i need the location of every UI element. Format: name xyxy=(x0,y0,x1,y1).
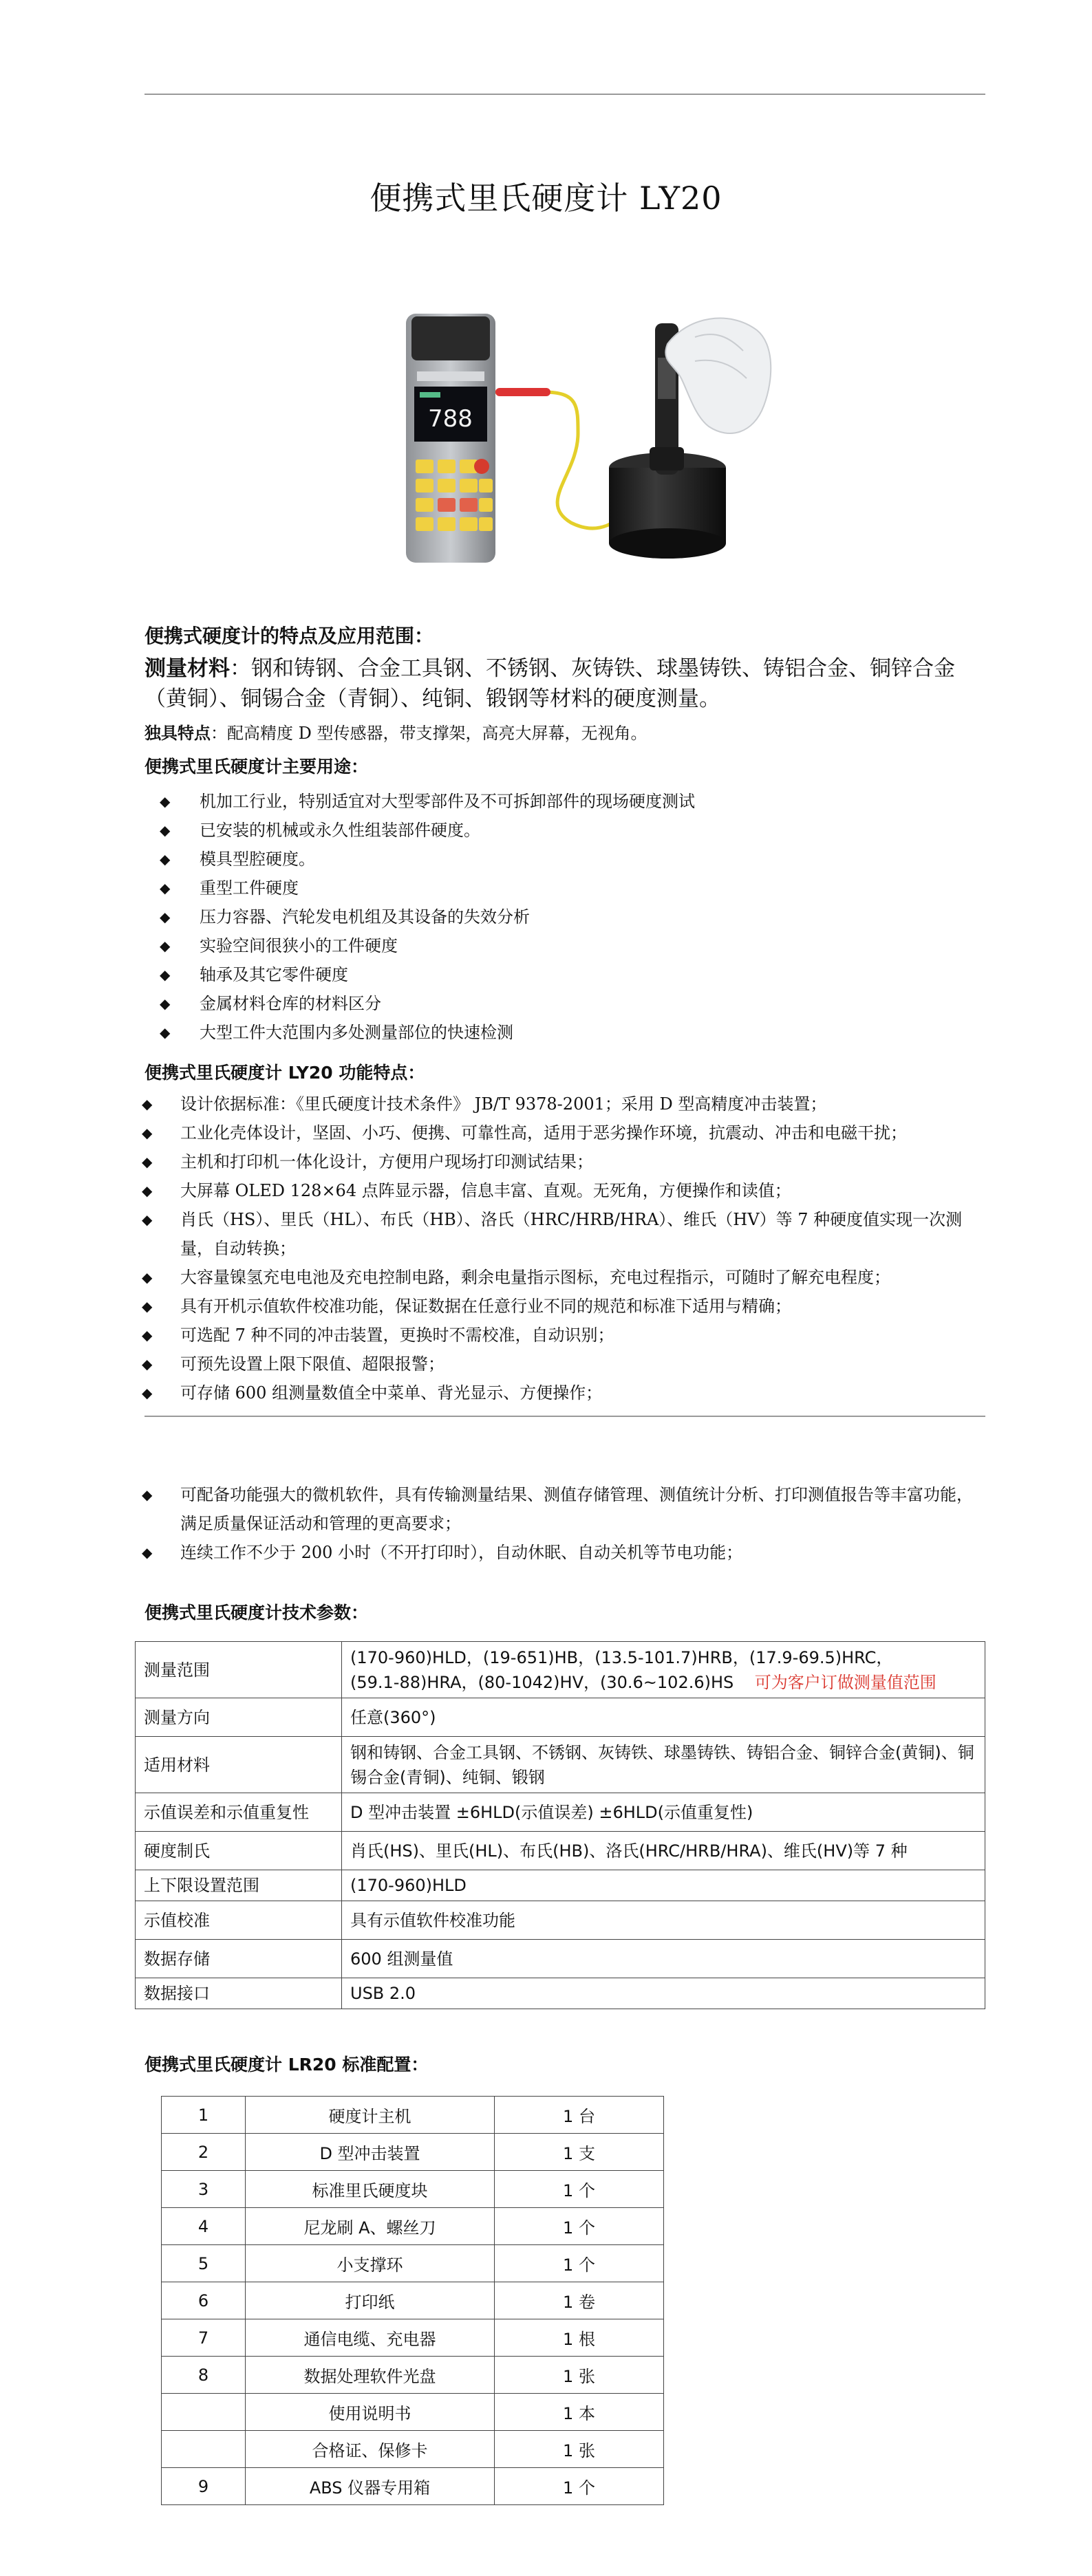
table-row: 9 ABS 仪器专用箱 1 个 xyxy=(162,2468,664,2505)
table-row: 适用材料 钢和铸钢、合金工具钢、不锈钢、灰铸铁、球墨铸铁、铸铝合金、铜锌合金(黄铜)、铜锡合金(青铜)、纯铜、锻钢 xyxy=(136,1737,985,1793)
table-row: 2 D 型冲击装置 1 支 xyxy=(162,2134,664,2171)
product-photo xyxy=(372,296,778,571)
materials-paragraph xyxy=(144,653,985,714)
list-item: ◆ 轴承及其它零件硬度 xyxy=(160,960,972,989)
table-row: 6 打印纸 1 卷 xyxy=(162,2282,664,2319)
diamond-bullet-icon: ◆ xyxy=(142,1182,153,1199)
config-heading: 便携式里氏硬度计 LR20 标准配置： xyxy=(144,2055,429,2075)
diamond-bullet-icon: ◆ xyxy=(160,909,171,925)
diamond-bullet-icon: ◆ xyxy=(142,1125,153,1141)
list-item: ◆ 金属材料仓库的材料区分 xyxy=(160,989,972,1018)
top-rule xyxy=(144,94,985,95)
list-item: ◆ 可选配 7 种不同的冲击装置，更换时不需校准，自动识别； xyxy=(142,1321,985,1350)
unique-text: ：配高精度 D 型传感器，带支撑架，高亮大屏幕，无视角。 xyxy=(211,724,647,743)
list-item: ◆ 实验空间很狭小的工件硬度 xyxy=(160,931,972,960)
table-row: 测量方向 任意(360°) xyxy=(136,1698,985,1737)
section-rule xyxy=(144,1416,985,1417)
table-row: 3 标准里氏硬度块 1 个 xyxy=(162,2171,664,2208)
diamond-bullet-icon: ◆ xyxy=(160,938,171,954)
diamond-bullet-icon: ◆ xyxy=(142,1096,153,1112)
table-row: 1 硬度计主机 1 台 xyxy=(162,2097,664,2134)
diamond-bullet-icon: ◆ xyxy=(142,1211,153,1228)
table-row: 4 尼龙刷 A、螺丝刀 1 个 xyxy=(162,2208,664,2245)
table-row: 8 数据处理软件光盘 1 张 xyxy=(162,2357,664,2394)
list-item: ◆ 大屏幕 OLED 128×64 点阵显示器，信息丰富、直观。无死角，方便操作和读值； xyxy=(142,1176,985,1205)
func-heading: 便携式里氏硬度计 LY20 功能特点： xyxy=(144,1063,425,1083)
diamond-bullet-icon: ◆ xyxy=(160,966,171,983)
list-item: ◆ 主机和打印机一体化设计，方便用户现场打印测试结果； xyxy=(142,1147,985,1176)
unique-label: 独具特点 xyxy=(144,724,211,743)
table-row: 数据接口 USB 2.0 xyxy=(136,1978,985,2009)
diamond-bullet-icon: ◆ xyxy=(142,1269,153,1286)
uses-list xyxy=(160,787,972,1047)
list-item: ◆ 可预先设置上限下限值、超限报警； xyxy=(142,1350,985,1378)
list-item: ◆ 已安装的机械或永久性组装部件硬度。 xyxy=(160,816,972,845)
table-row: 示值误差和示值重复性 D 型冲击装置 ±6HLD(示值误差) ±6HLD(示值重复性) xyxy=(136,1793,985,1832)
page-title: 便携式里氏硬度计 LY20 xyxy=(370,180,722,217)
printer-head xyxy=(411,316,490,360)
materials-label: 测量材料 xyxy=(144,656,230,681)
diamond-bullet-icon: ◆ xyxy=(160,1024,171,1041)
diamond-bullet-icon: ◆ xyxy=(142,1385,153,1401)
diamond-bullet-icon: ◆ xyxy=(142,1486,153,1503)
list-item: ◆ 机加工行业，特别适宜对大型零部件及不可拆卸部件的现场硬度测试 xyxy=(160,787,972,816)
list-item: ◆ 可配备功能强大的微机软件，具有传输测量结果、测值存储管理、测值统计分析、打印测值报告等丰富功能，满足质量保证活动和管理的更高要求； xyxy=(142,1480,985,1538)
table-row: 5 小支撑环 1 个 xyxy=(162,2245,664,2282)
unique-paragraph xyxy=(144,721,985,746)
diamond-bullet-icon: ◆ xyxy=(160,880,171,896)
list-item: ◆ 工业化壳体设计，坚固、小巧、便携、可靠性高，适用于恶劣操作环境，抗震动、冲击和电磁干扰； xyxy=(142,1118,985,1147)
table-row: 数据存储 600 组测量值 xyxy=(136,1940,985,1978)
list-item: ◆ 压力容器、汽轮发电机组及其设备的失效分析 xyxy=(160,902,972,931)
materials-text: ：钢和铸钢、合金工具钢、不锈钢、灰铸铁、球墨铸铁、铸铝合金、铜锌合金（黄铜）、铜锡合金（青铜）、纯铜、锻钢等材料的硬度测量。 xyxy=(144,656,955,711)
spec-table xyxy=(135,1641,985,2009)
table-row: 示值校准 具有示值软件校准功能 xyxy=(136,1901,985,1940)
config-table xyxy=(161,2096,664,2505)
features-heading: 便携式硬度计的特点及应用范围： xyxy=(144,625,434,647)
diamond-bullet-icon: ◆ xyxy=(160,793,171,810)
table-row: 测量范围 (170-960)HLD，(19-651)HB，(13.5-101.7)HRB，(17.9-69.5)HRC， (59.1-88)HRA，(80-1042)HV，(30.6~102.6)HS 可为客户订做测量值范围 xyxy=(136,1642,985,1698)
table-row: 合格证、保修卡 1 张 xyxy=(162,2431,664,2468)
func-list xyxy=(142,1090,985,1407)
diamond-bullet-icon: ◆ xyxy=(142,1298,153,1314)
table-row: 硬度制氏 肖氏(HS)、里氏(HL)、布氏(HB)、洛氏(HRC/HRB/HRA)、维氏(HV)等 7 种 xyxy=(136,1832,985,1870)
uses-heading: 便携式里氏硬度计主要用途： xyxy=(144,757,369,777)
list-item: ◆ 设计依据标准：《里氏硬度计技术条件》 JB/T 9378-2001；采用 D 型高精度冲击装置； xyxy=(142,1090,985,1118)
diamond-bullet-icon: ◆ xyxy=(142,1544,153,1561)
table-row: 使用说明书 1 本 xyxy=(162,2394,664,2431)
table-row: 7 通信电缆、充电器 1 根 xyxy=(162,2319,664,2357)
list-item: ◆ 连续工作不少于 200 小时（不开打印时），自动休眠、自动关机等节电功能； xyxy=(142,1538,985,1567)
list-item: ◆ 可存储 600 组测量数值全中菜单、背光显示、方便操作； xyxy=(142,1378,985,1407)
list-item: ◆ 肖氏（HS）、里氏（HL）、布氏（HB）、洛氏（HRC/HRB/HRA）、维氏（HV）等 7 种硬度值实现一次测量，自动转换； xyxy=(142,1205,985,1263)
func-list-continued xyxy=(142,1480,985,1567)
diamond-bullet-icon: ◆ xyxy=(142,1327,153,1343)
list-item: ◆ 大容量镍氢充电电池及充电控制电路，剩余电量指示图标，充电过程指示，可随时了解充电程度； xyxy=(142,1263,985,1292)
custom-range-note: 可为客户订做测量值范围 xyxy=(754,1672,936,1692)
diamond-bullet-icon: ◆ xyxy=(160,995,171,1012)
diamond-bullet-icon: ◆ xyxy=(160,851,171,867)
list-item: ◆ 大型工件大范围内多处测量部位的快速检测 xyxy=(160,1018,972,1047)
diamond-bullet-icon: ◆ xyxy=(142,1356,153,1372)
list-item: ◆ 重型工件硬度 xyxy=(160,874,972,902)
diamond-bullet-icon: ◆ xyxy=(160,822,171,838)
list-item: ◆ 模具型腔硬度。 xyxy=(160,845,972,874)
table-row: 上下限设置范围 (170-960)HLD xyxy=(136,1870,985,1901)
list-item: ◆ 具有开机示值软件校准功能，保证数据在任意行业不同的规范和标准下适用与精确； xyxy=(142,1292,985,1321)
spec-heading: 便携式里氏硬度计技术参数： xyxy=(144,1603,369,1623)
device-screen-value: 788 xyxy=(428,405,473,433)
diamond-bullet-icon: ◆ xyxy=(142,1154,153,1170)
